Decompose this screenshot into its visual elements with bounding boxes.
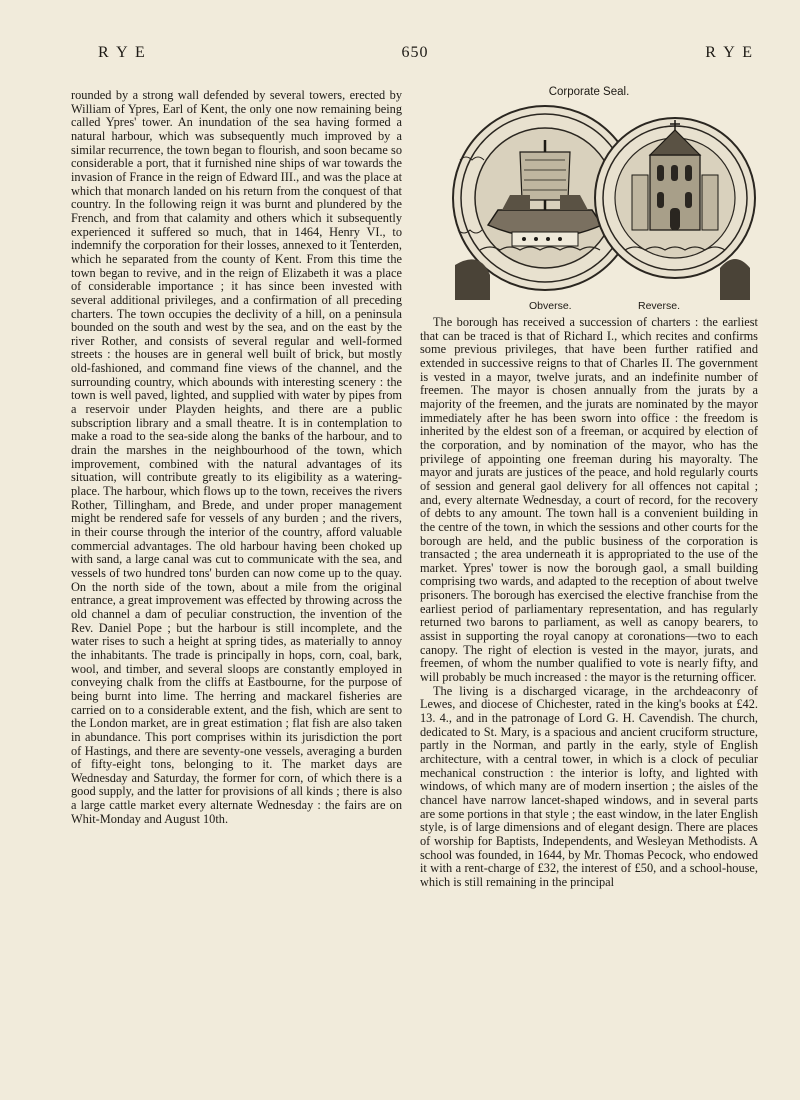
paragraph: The borough has received a succession of charters : the earliest that can be traced is that of Richard I., which recites and confirms some previous privileges, that have been further ratified and extended in successive reigns to that of Charles II. The government is vested in a mayor, twelve jurats, and an indefinite number of freemen. The mayor is chosen annually from the jurats by a majority of the freemen, and the jurats are nominated by the mayor immediately after he has been sworn into office : the freedom is inherited by the eldest son of a freeman, or acquired by election of the corporation, and by nomination of the mayor, who has the privilege of appointing one freeman during his mayoralty. The mayor and jurats are justices of the peace, and hold regularly courts of session and general gaol delivery for all offences not capital ; and, every alternate Wednesday, a court of record, for the recovery of debts to any amount. The town hall is a convenient building in the centre of the town, in which the sessions and other courts for the borough are held, and the public business of the corporation is transacted ; the area underneath it is appropriated to the use of the market. Ypres' tower is now the borough gaol, a small building comprising two wards, and adapted to the reception of about twelve prisoners. The borough has exercised the elective franchise from the earliest period of parliamentary representation, and has regularly returned two barons to parliament, as well as canopy bearers, to assist in supporting the royal canopy at coronations—two to each canopy. The right of election is vested in the mayor, jurats, and freemen, of whom the number qualified to vote is nearly fifty, and will probably be much increased : the mayor is the returning officer. <box>420 315 758 685</box>
paragraph: The living is a discharged vicarage, in the archdeaconry of Lewes, and diocese of Chichester, rated in the king's books at £42. 13. 4., and in the patronage of Lord G. H. Cavendish. The church, dedicated to St. Mary, is a spacious and ancient cruciform structure, partly in the Norman, and partly in the early, style of English architecture, with a central tower, in which is a clock of peculiar mechanical construction : the interior is lofty, and lighted with windows, of which many are of modern insertion ; the aisles of the chancel have narrow lancet-shaped windows, and in several parts are some portions in that style ; the east window, in the later English style, is of large dimensions and of elegant design. There are places of worship for Baptists, Independents, and Wesleyan Methodists. A school was founded, in 1644, by Mr. Thomas Pecock, who endowed it with a rent-charge of £32, the interest of £50, and a school-house, which is still remaining in the principal <box>420 683 758 889</box>
right-column <box>420 316 758 890</box>
corporate-seal-figure <box>420 84 758 314</box>
page-number: 650 <box>401 44 429 61</box>
left-column <box>71 89 402 826</box>
paragraph: rounded by a strong wall defended by several towers, erected by William of Ypres, Earl of Kent, the only one now remaining being called Ypres' tower. An inundation of the sea having formed a natural harbour, which was subsequently much improved by a similar recurrence, the town began to flourish, and soon became so considerable a port, that it furnished nine ships of war towards the invasion of France in the reign of Edward III., and was the place at which that monarch landed on his return from the conquest of that country. In the following reign it was burnt and plundered by the French, and from that calamity and others which it subsequently experienced it suffered so much, that in 1464, Henry VI., to indemnify the corporation for their losses, annexed to it Tenterden, which he separated from the county of Kent. From this time the town began to revive, and in the reign of Elizabeth it was a place of considerable importance ; it has since been invested with several additional privileges, and a confirmation of all preceding charters. The town occupies the declivity of a hill, on a peninsula bounded on the south and west by the sea, and on the east by the river Rother, and consists of several regular and well-formed streets : the houses are in general well built of brick, but mostly old-fashioned, and command fine views of the channel, and the surrounding country, which abounds with interesting scenery : the town is well paved, lighted, and supplied with water by pipes from a reservoir under Playden heights, and there are a public subscription library and a small theatre. It is in contemplation to make a road to the sea-side along the banks of the harbour, and to drain the marshes in the neighbourhood of the town, which improvement, combined with the natural advantages of its situation, will contribute greatly to its eligibility as a watering-place. The harbour, which flows up to the town, receives the rivers Rother, Tillingham, and Brede, and under proper management might be rendered safe for vessels of any burden ; and the rivers, in their course through the interior of the country, afford valuable commercial advantages. The old harbour having been choked up with sand, a large canal was cut to communicate with the sea, and vessels of two hundred tons' burden can now come up to the quay. On the north side of the town, about a mile from the original entrance, a great improvement was effected by throwing across the old channel a dam of peculiar construction, the invention of the Rev. Daniel Pope ; but the harbour is still incomplete, and the water rises to such a height at spring tides, as materially to annoy the inhabitants. The trade is principally in hops, corn, coal, bark, wool, and timber, and several sloops are constantly employed in conveying chalk from the cliffs at Eastbourne, for the purpose of being burnt into lime. The herring and mackarel fisheries are carried on to a considerable extent, and the fish, which are sent to the London market, are in great estimation ; flat fish are also taken in abundance. This port comprises within its jurisdiction the port of Hastings, and there are seventy-one vessels, averaging a burden of fifty-eight tons, belonging to it. The market days are Wednesday and Saturday, the former for corn, of which there is a good supply, and the latter for provisions of all kinds ; there is also a large cattle market every alternate Wednesday : the fairs are on Whit-Monday and August 10th. <box>71 88 402 826</box>
header-right-title: R Y E <box>705 44 754 61</box>
seal-caption: Corporate Seal. <box>548 86 630 98</box>
seal-reverse-church-icon <box>595 118 755 300</box>
seal-illustration <box>420 100 758 300</box>
running-header <box>70 44 760 64</box>
header-left-title: R Y E <box>98 44 147 61</box>
reverse-label: Reverse. <box>638 300 681 312</box>
obverse-label: Obverse. <box>529 300 572 312</box>
